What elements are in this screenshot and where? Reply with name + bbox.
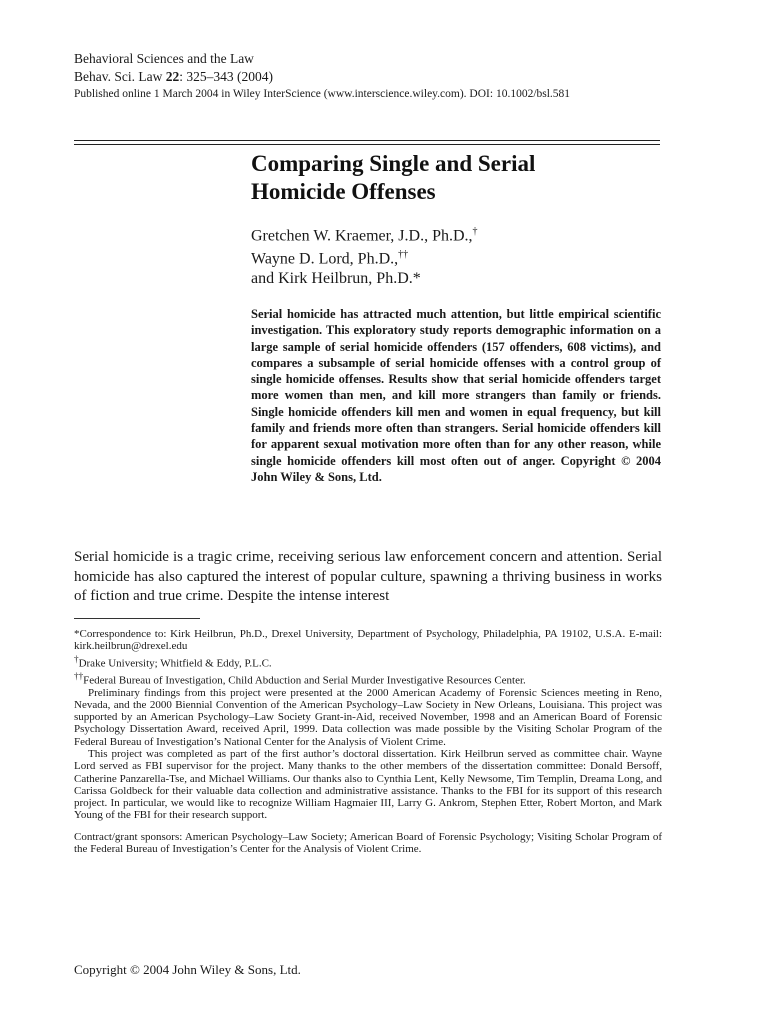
title-line-1: Comparing Single and Serial bbox=[251, 151, 536, 176]
citation-prefix: Behav. Sci. Law bbox=[74, 69, 166, 84]
author-2-name: Wayne D. Lord, Ph.D., bbox=[251, 250, 399, 268]
double-dagger-mark: †† bbox=[74, 670, 84, 681]
citation-volume: 22 bbox=[165, 69, 180, 84]
body-paragraph: Serial homicide is a tragic crime, receiving serious law enforcement concern and attention. Serial homicide has also captured the interest of popular culture, spawning a thriving business in works of fiction and true crime. Despite the intense interest bbox=[74, 549, 662, 604]
header-rule bbox=[74, 140, 660, 141]
author-list bbox=[251, 222, 478, 288]
copyright-notice: Copyright © 2004 John Wiley & Sons, Ltd. bbox=[74, 962, 301, 977]
published-online: Published online 1 March 2004 in Wiley InterScience (www.interscience.wiley.com). DOI: 10.1002/bsl.581 bbox=[74, 88, 571, 100]
footnote-correspondence: *Correspondence to: Kirk Heilbrun, Ph.D., Drexel University, Department of Psychology, Philadelphia, PA 19102, U.S.A. E-mail: kirk.heilbrun@drexel.edu bbox=[74, 628, 662, 653]
dagger-mark: † bbox=[74, 653, 79, 664]
article-title bbox=[251, 150, 535, 206]
author-1-mark: † bbox=[472, 226, 478, 237]
footnote-dagger bbox=[74, 653, 662, 670]
journal-name: Behavioral Sciences and the Law bbox=[74, 51, 254, 66]
footnote-rule bbox=[74, 618, 200, 619]
citation-suffix: : 325–343 (2004) bbox=[179, 69, 273, 84]
author-3-name: and Kirk Heilbrun, Ph.D.* bbox=[251, 269, 421, 287]
title-line-2: Homicide Offenses bbox=[251, 179, 436, 204]
journal-citation bbox=[74, 68, 570, 86]
abstract: Serial homicide has attracted much attention, but little empirical scientific investigation. This exploratory study reports demographic information on a large sample of serial homicide offenders (157 offenders, 608 victims), and compares a subsample of serial homicide offenses with a control group of single homicide offenses. Results show that serial homicide offenders target more women than men, and kill more strangers than family or friends. Single homicide offenders kill men and women in equal frequency, but kill family and friends more often than strangers. Serial homicide offenders kill for apparent sexual motivation more often than for any other reason, while single homicide offenders kill most often out of anger. Copyright © 2004 John Wiley & Sons, Ltd. bbox=[251, 307, 661, 484]
footnotes bbox=[74, 628, 662, 855]
dagger-text: Drake University; Whitfield & Eddy, P.L.C. bbox=[78, 657, 272, 670]
footnote-dissertation: This project was completed as part of the first author’s doctoral dissertation. Kirk Heilbrun served as committee chair. Wayne Lord served as FBI supervisor for the project. Many thanks to the other members of the dissertation committee: Donald Bersoff, Catherine Panzarella-Tse, and Michael Williams. Our thanks also to Cynthia Lent, Kelly Newsome, Tim Templin, Dreama Long, and Carissa Goldbeck for their valuable data collection and administrative assistance. Thanks to the FBI for its support of this research project. In particular, we would like to recognize William Hagmaier III, Larry G. Ankrom, Stephen Etter, Robert Morton, and Mark Young of the FBI for their research support. bbox=[74, 747, 662, 822]
author-2-mark: †† bbox=[398, 249, 409, 261]
double-dagger-text: Federal Bureau of Investigation, Child Abduction and Serial Murder Investigative Resources Center. bbox=[83, 674, 526, 687]
footnote-preliminary: Preliminary findings from this project were presented at the 2000 American Academy of Forensic Sciences meeting in Reno, Nevada, and the 2000 Biennial Convention of the American Psychology–Law Society in New Orleans, Louisiana. This project was supported by an American Psychology–Law Society Grant-in-Aid, received November, 1998 and an American Board of Forensic Psychology Dissertation Award, received April, 1999. Data collection was made possible by the Visiting Scholar Program of the Federal Bureau of Investigation’s National Center for the Analysis of Violent Crime. bbox=[74, 686, 662, 748]
footnote-sponsors: Contract/grant sponsors: American Psychology–Law Society; American Board of Forensic Psychology; Visiting Scholar Program of the Federal Bureau of Investigation’s Center for the Analysis of Violent Crime. bbox=[74, 830, 662, 856]
header-rule-second bbox=[74, 144, 660, 145]
author-2 bbox=[251, 245, 478, 268]
author-1 bbox=[251, 222, 478, 245]
footnote-double-dagger bbox=[74, 670, 662, 687]
author-1-name: Gretchen W. Kraemer, J.D., Ph.D., bbox=[251, 227, 473, 245]
journal-header bbox=[74, 50, 570, 103]
author-3 bbox=[251, 269, 478, 288]
